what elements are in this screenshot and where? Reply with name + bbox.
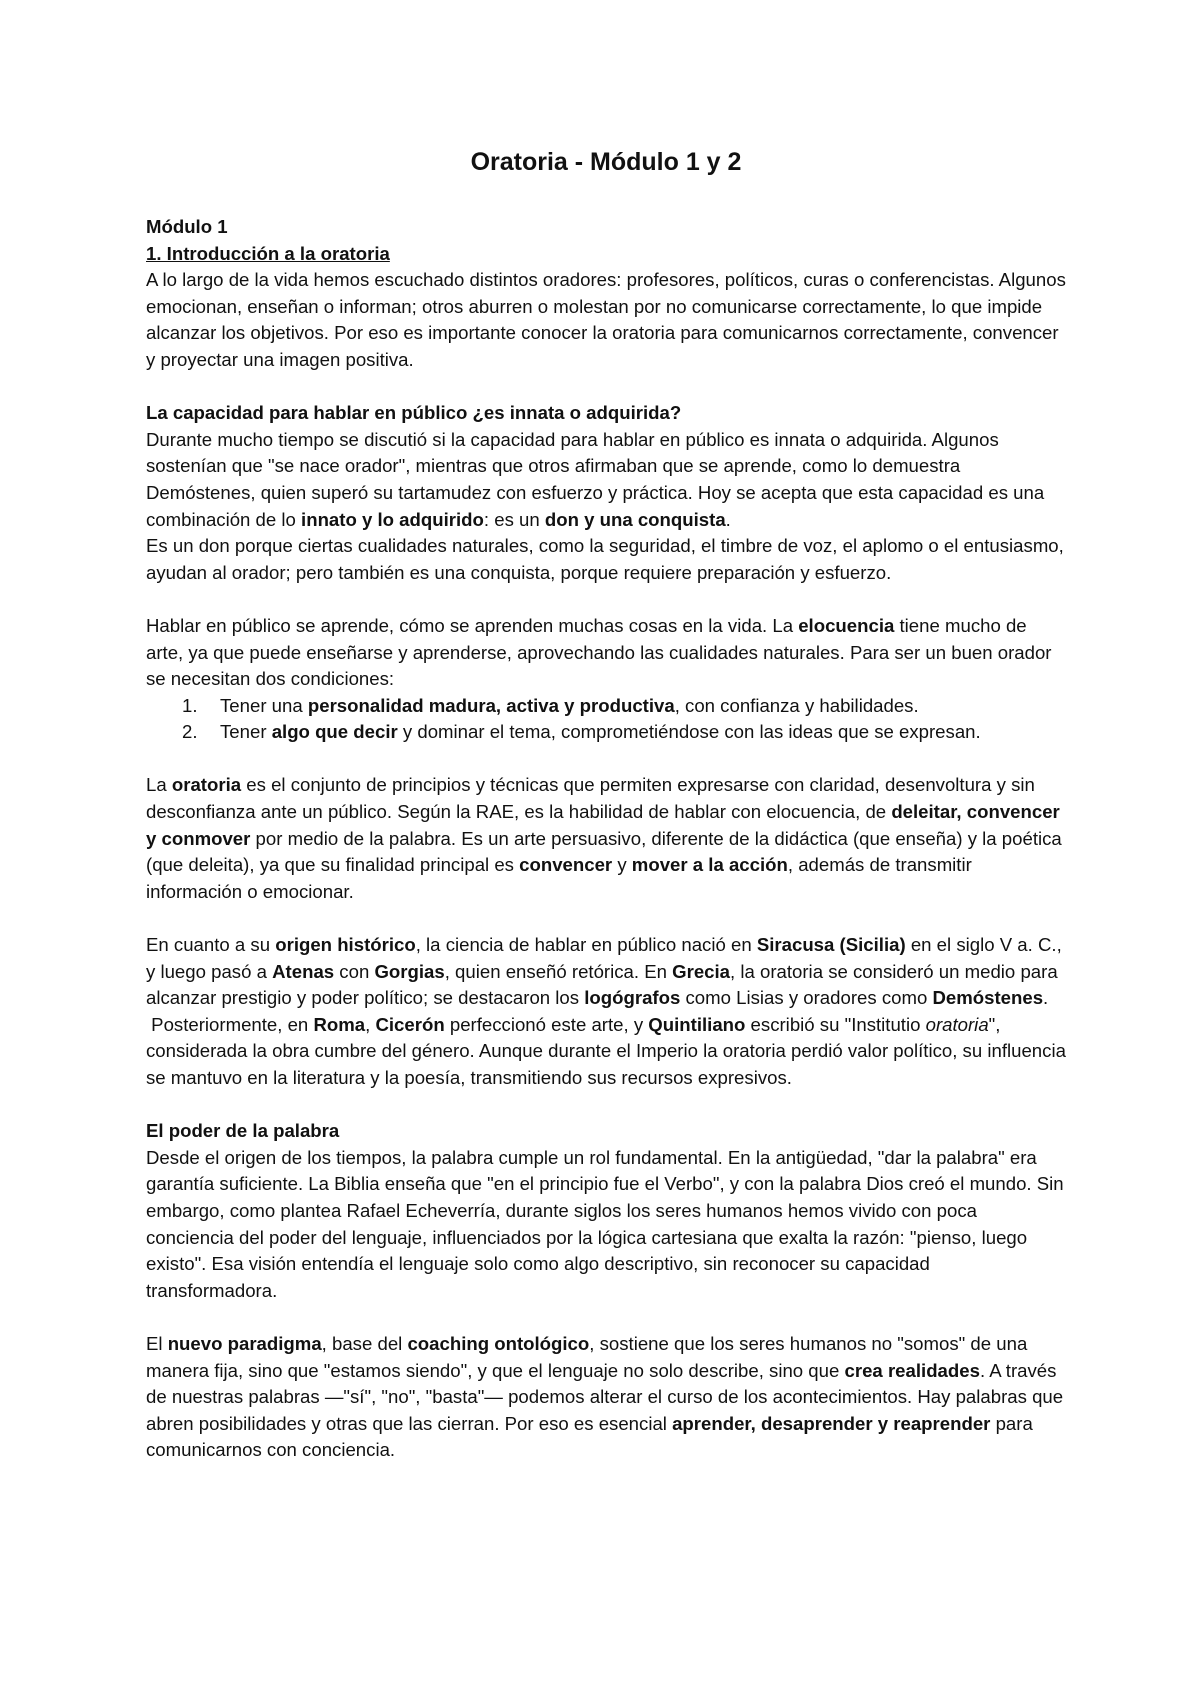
bold-run: mover a la acción (631, 854, 788, 876)
text-run: escribió su "Institutio (745, 1013, 926, 1035)
paragraph-gap (146, 374, 1066, 401)
text-run: en el siglo V a. C., y luego pasó a (146, 934, 1062, 982)
bold-run: Cicerón (375, 1013, 445, 1035)
text-run: , (365, 1013, 376, 1035)
paragraph-gap (146, 1092, 1066, 1119)
bold-run: logógrafos (584, 987, 681, 1009)
bold-run: crea realidades (844, 1359, 980, 1381)
text-run: ", considerada la obra cumbre del género. Aunque durante el Imperio la oratoria perdió valor político, su influencia se mantuvo en la literatura y la poesía, transmitiendo sus recursos expresivos. (146, 1013, 1066, 1088)
text-run: para comunicarnos con conciencia. (146, 1412, 1033, 1461)
text-run: , la ciencia de hablar en público nació en (415, 934, 757, 956)
paradigm-paragraph (146, 1331, 1066, 1464)
section-heading: 1. Introducción a la oratoria (146, 242, 390, 264)
list-number: 2. (182, 721, 198, 743)
capacity-heading: La capacidad para hablar en público ¿es innata o adquirida? (146, 402, 682, 424)
bold-run: Atenas (272, 960, 335, 982)
text-run: , sostiene que los seres humanos no "somos" de una manera fija, sino que "estamos siendo", y que el lenguaje no solo describe, sino que (146, 1332, 1028, 1381)
bold-run: Siracusa (Sicilia) (756, 934, 906, 956)
bold-run: origen histórico (275, 934, 416, 956)
text-run: y (612, 854, 632, 876)
text-run: , quien enseñó retórica. En (444, 960, 673, 982)
bold-run: nuevo paradigma (167, 1332, 322, 1354)
text-run: : es un (483, 508, 545, 530)
bold-run: Quintiliano (648, 1013, 746, 1035)
bold-run: algo que decir (271, 721, 398, 743)
text-run: El (146, 1332, 168, 1354)
text-run: Tener (220, 721, 272, 743)
definition-paragraph (146, 772, 1066, 905)
text-run: . (1043, 987, 1049, 1009)
document-title: Oratoria - Módulo 1 y 2 (470, 148, 742, 176)
intro-paragraph: A lo largo de la vida hemos escuchado distintos oradores: profesores, políticos, curas o conferencistas. Algunos emocionan, enseñan o informan; otros aburren o molestan por no comunicarse correctamente, lo que impide alcanzar los objetivos. Por eso es importante conocer la oratoria para comunicarnos correctamente, convencer y proyectar una imagen positiva. (146, 269, 1066, 370)
text-run: . A través de nuestras palabras —"sí", "no", "basta"— podemos alterar el curso de los acontecimientos. Hay palabras que abren posibilidades y otras que las cierran. Por eso es esencial (146, 1359, 1064, 1434)
bold-run: aprender, desaprender y reaprender (672, 1412, 991, 1434)
paragraph-gap (146, 746, 1066, 773)
bold-run: Roma (313, 1013, 366, 1035)
text-run: En cuanto a su (146, 934, 276, 956)
bold-run: personalidad madura, activa y productiva (307, 694, 675, 716)
text-run: . (725, 508, 731, 530)
bold-run: deleitar, convencer y conmover (146, 801, 1060, 849)
list-number: 1. (182, 694, 198, 716)
list-item (182, 693, 1066, 720)
text-run: Hablar en público se aprende, cómo se aprenden muchas cosas en la vida. La (146, 614, 799, 636)
text-run: Posteriormente, en (146, 1013, 314, 1035)
text-run: como Lisias y oradores como (680, 987, 933, 1009)
power-heading: El poder de la palabra (146, 1120, 340, 1142)
text-run: con (334, 960, 375, 982)
text-run: , base del (321, 1332, 408, 1354)
bold-run: convencer (519, 854, 613, 876)
bold-run: Grecia (672, 960, 731, 982)
bold-run: don y una conquista (544, 508, 726, 530)
list-item (182, 719, 1066, 746)
text-run: , con confianza y habilidades. (674, 694, 919, 716)
text-run: , además de transmitir información o emocionar. (146, 854, 972, 902)
paragraph-gap (146, 905, 1066, 932)
text-run: Tener una (220, 694, 308, 716)
paragraph-gap (146, 586, 1066, 613)
capacity-paragraph (146, 427, 1066, 533)
text-run: perfeccionó este arte, y (444, 1013, 649, 1035)
text-run: por medio de la palabra. Es un arte persuasivo, diferente de la didáctica (que enseña) y la poética (que deleita), ya que su finalidad principal es (146, 827, 1062, 876)
capacity-paragraph-2: Es un don porque ciertas cualidades naturales, como la seguridad, el timbre de voz, el aplomo o el entusiasmo, ayudan al orador; pero también es una conquista, porque requiere preparación y esfuerzo. (146, 535, 1064, 583)
text-run: , la oratoria se consideró un medio para alcanzar prestigio y poder político; se destacaron los (146, 960, 1058, 1009)
bold-run: Gorgias (374, 960, 445, 982)
text-run: tiene mucho de arte, ya que puede enseñarse y aprenderse, aprovechando las cualidades naturales. Para ser un buen orador se necesitan dos condiciones: (146, 614, 1052, 690)
power-paragraph: Desde el origen de los tiempos, la palabra cumple un rol fundamental. En la antigüedad, "dar la palabra" era garantía suficiente. La Biblia enseña que "en el principio fue el Verbo", y con la palabra Dios creó el mundo. Sin embargo, como plantea Rafael Echeverría, durante siglos los seres humanos hemos vivido con poca conciencia del poder del lenguaje, influenciados por la lógica cartesiana que exalta la razón: "pienso, luego existo". Esa visión entendía el lenguaje solo como algo descriptivo, sin reconocer su capacidad transformadora. (146, 1146, 1064, 1301)
italic-run: oratoria (925, 1013, 989, 1035)
module-heading: Módulo 1 (146, 216, 228, 237)
text-run: La (146, 774, 172, 796)
bold-run: innato y lo adquirido (301, 508, 484, 530)
bold-run: Demóstenes (932, 987, 1044, 1009)
conditions-list (146, 693, 1066, 746)
bold-run: elocuencia (798, 614, 895, 636)
history-paragraph (146, 932, 1066, 1012)
text-run: Durante mucho tiempo se discutió si la capacidad para hablar en público es innata o adquirida. Algunos sostenían que "se nace orador", mientras que otros afirmaban que se aprende, como lo demuestra Demóstenes, quien superó su tartamudez con esfuerzo y práctica. Hoy se acepta que esta capacidad es una combinación de lo (146, 428, 1045, 530)
text-run: es el conjunto de principios y técnicas que permiten expresarse con claridad, desenvoltura y sin desconfianza ante un público. Según la RAE, es la habilidad de hablar con elocuencia, de (146, 774, 1035, 823)
history-paragraph-2 (146, 1012, 1066, 1092)
paragraph-gap (146, 1304, 1066, 1331)
bold-run: coaching ontológico (407, 1332, 590, 1354)
eloquence-paragraph (146, 613, 1066, 693)
document-body (146, 214, 1066, 1464)
bold-run: oratoria (171, 774, 242, 796)
text-run: y dominar el tema, comprometiéndose con las ideas que se expresan. (397, 721, 981, 743)
